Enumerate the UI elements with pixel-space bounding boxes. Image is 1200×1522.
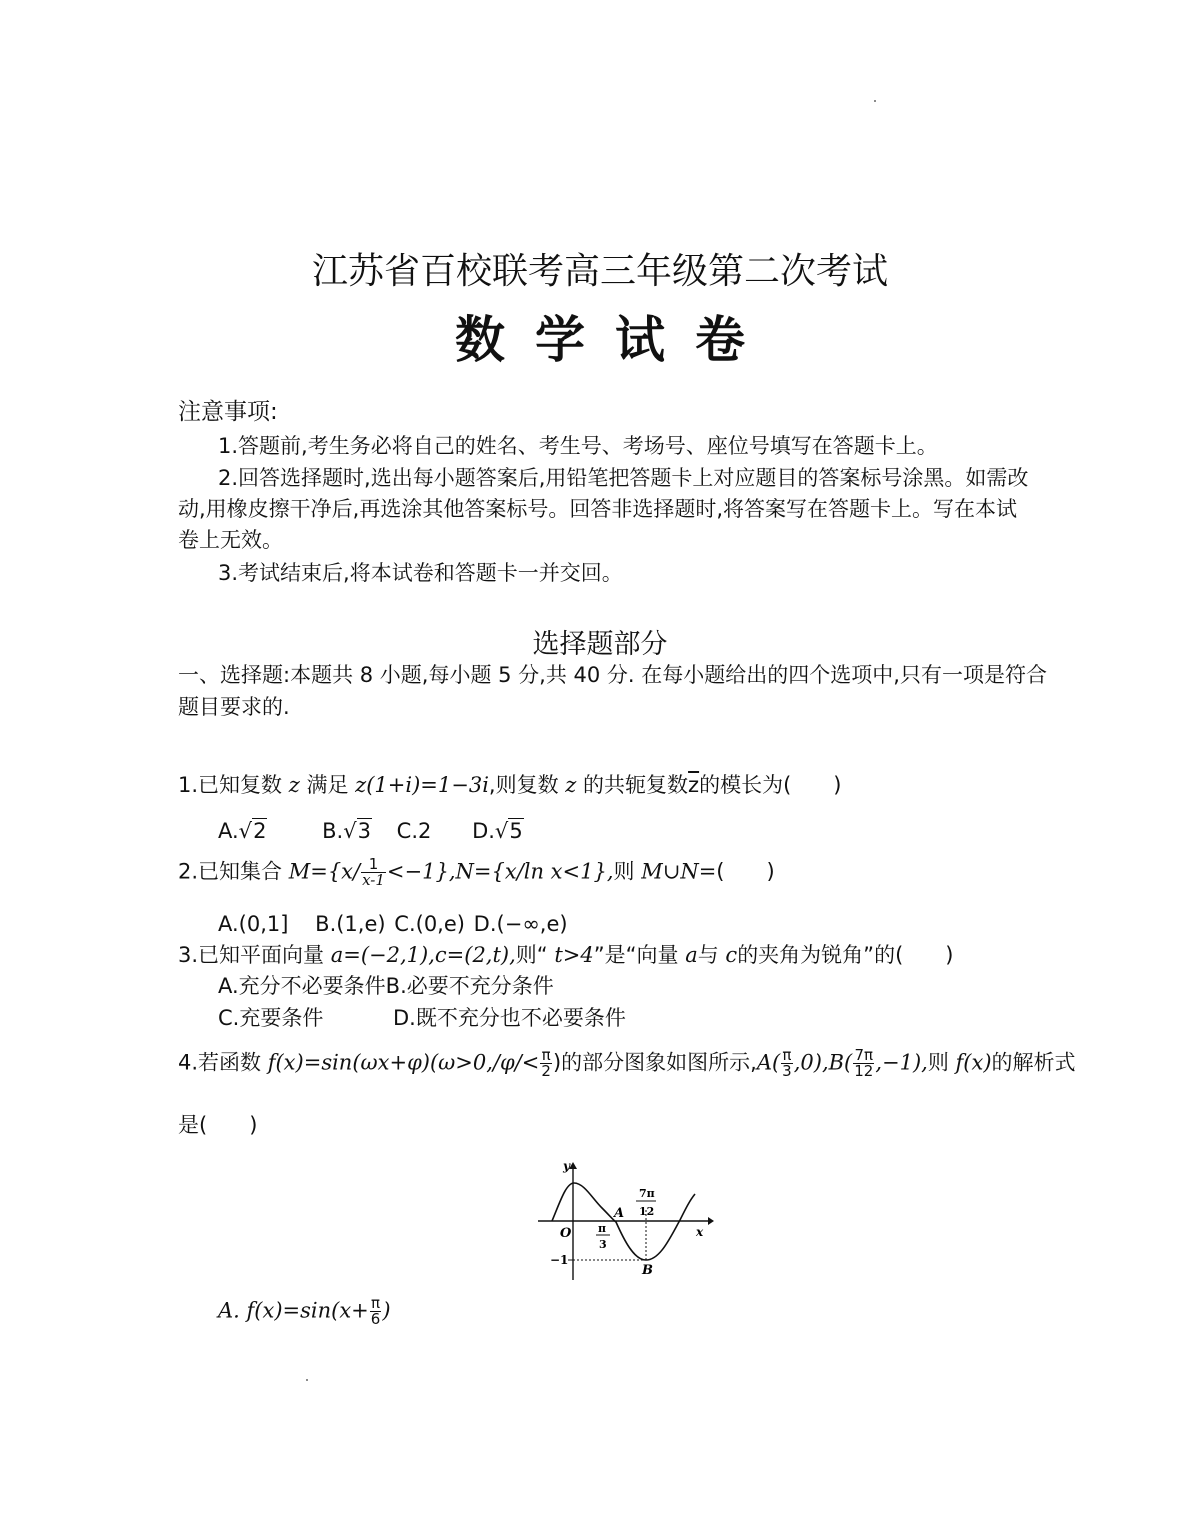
question-2-stem — [178, 857, 775, 888]
q1-option-d: D.√5 — [472, 819, 523, 843]
section-instruction-line-2: 题目要求的. — [178, 695, 290, 719]
q2-option-a: A.(0,1] — [218, 912, 289, 936]
scan-speck — [306, 1379, 308, 1381]
q4-fraction-7pi-12-num: 7π — [854, 1046, 874, 1064]
question-2-options — [218, 910, 568, 938]
q1-zbar: $\overline{z}$ — [688, 773, 700, 797]
x-axis-arrow — [708, 1217, 714, 1225]
question-4-stem — [178, 1048, 1076, 1079]
q4-fraction-pi-3-num: π — [782, 1046, 792, 1064]
q1-option-d-label: D. — [472, 819, 495, 843]
q1-var-z: z — [288, 773, 300, 797]
q3-text-b: 则“ — [515, 943, 548, 967]
q3-vector-c: c=(2,t), — [434, 943, 516, 967]
question-4-stem-line-2: 是( ) — [178, 1113, 258, 1137]
q4-fraction-pi-3-den: 3 — [782, 1062, 792, 1080]
q1-option-c: C.2 — [396, 819, 432, 843]
q4-text-d: 的解析式 — [991, 1050, 1076, 1075]
q3-var-c: c — [725, 943, 738, 967]
q2-option-d: D.(−∞,e) — [473, 912, 568, 936]
section-instruction-line-1: 一、选择题:本题共 8 小题,每小题 5 分,共 40 分. 在每小题给出的四个选项中,只有一项是符合 — [178, 663, 1047, 687]
q4-text-c: 则 — [927, 1050, 956, 1075]
q1-text-e: 的模长为( ) — [699, 773, 842, 797]
q4-fraction-pi-3 — [781, 1048, 793, 1079]
question-1-stem — [178, 771, 841, 799]
q4-fraction-pi-2 — [540, 1048, 552, 1079]
q1-option-b-label: B. — [322, 819, 344, 843]
q2-option-b: B.(1,e) — [315, 912, 386, 936]
q4-fraction-7pi-12-den: 12 — [854, 1062, 874, 1080]
q4-fraction-pi-2-den: 2 — [541, 1062, 551, 1080]
notes-heading: 注意事项: — [178, 399, 278, 425]
question-3-options-row-2 — [218, 1004, 323, 1032]
q4-fraction-7pi-12 — [853, 1048, 874, 1079]
q3-var-a: a — [685, 943, 698, 967]
q3-text-d: 与 — [697, 943, 726, 967]
q4-point-a: A( — [756, 1050, 781, 1075]
q1-text-c: ,则复数 — [488, 773, 566, 797]
q1-option-d-value: 5 — [509, 819, 523, 843]
neg1-label: −1 — [550, 1253, 569, 1267]
y-axis-label: y — [563, 1159, 570, 1173]
section-title: 选择题部分 — [532, 629, 668, 660]
q2-set-m-end: <−1}, — [386, 859, 456, 884]
q3-option-b: B.必要不充分条件 — [385, 974, 554, 998]
question-1-options — [218, 817, 524, 845]
q1-text-b: 满足 — [299, 773, 356, 797]
q2-fraction-den: x-1 — [362, 871, 385, 889]
exam-subtitle: 数学试卷 — [455, 311, 775, 369]
exam-title: 江苏省百校联考高三年级第二次考试 — [311, 251, 888, 292]
q2-fraction — [361, 857, 386, 888]
q4-fraction-pi-2-num: π — [541, 1046, 551, 1064]
q4-point-b-end: ,−1), — [875, 1050, 928, 1075]
x-axis-label: x — [696, 1225, 704, 1239]
q1-option-b-value: 3 — [357, 819, 371, 843]
q2-union: M∪N= — [641, 859, 717, 884]
q4-point-a-end: ,0), — [793, 1050, 829, 1075]
note-item-2-line-2: 动,用橡皮擦干净后,再选涂其他答案标号。回答非选择题时,将答案写在答题卡上。写在本试 — [178, 497, 1018, 521]
q3-condition: t>4 — [547, 943, 594, 967]
q2-text-c: ( ) — [716, 859, 775, 884]
q2-option-c: C.(0,e) — [394, 912, 465, 936]
question-3-stem — [178, 941, 953, 969]
question-3-options-row-1 — [218, 972, 554, 1000]
q4-fx: f(x) — [955, 1050, 992, 1075]
note-item-1: 1.答题前,考生务必将自己的姓名、考生号、考场号、座位号填写在答题卡上。 — [218, 434, 938, 458]
q1-text-a: 1.已知复数 — [178, 773, 289, 797]
q4-option-a-fraction — [370, 1296, 382, 1327]
q4-option-a-fraction-num: π — [371, 1294, 381, 1312]
q4-text-b: )的部分图象如图所示, — [552, 1050, 757, 1075]
q1-option-b: B.√3 — [322, 819, 371, 843]
q3-text-c: ”是“向量 — [593, 943, 686, 967]
pi712-den-label: 12 — [639, 1205, 655, 1218]
q2-fraction-num: 1 — [361, 857, 386, 873]
q3-text-a: 3.已知平面向量 — [178, 943, 331, 967]
q4-option-a-fraction-den: 6 — [370, 1310, 381, 1328]
note-item-3: 3.考试结束后,将本试卷和答题卡一并交回。 — [218, 561, 623, 585]
q4-option-a — [218, 1296, 391, 1327]
q1-option-a: A.√2 — [218, 819, 267, 843]
pi3-den-label: 3 — [599, 1238, 607, 1251]
q2-text-b: 则 — [613, 859, 642, 884]
q3-option-d: D.既不充分也不必要条件 — [393, 1006, 626, 1030]
q4-option-a-end: ) — [382, 1298, 391, 1323]
q4-function: f(x)=sin(ωx+φ)(ω>0,/φ/< — [267, 1050, 540, 1075]
note-item-2-line-3: 卷上无效。 — [178, 528, 283, 552]
y-axis-arrow — [569, 1162, 577, 1169]
q3-option-c: C.充要条件 — [218, 1006, 324, 1030]
q2-set-m: M={x/ — [288, 859, 361, 884]
origin-label: O — [560, 1226, 572, 1241]
q1-equation: z(1+i)=1−3i — [355, 773, 489, 797]
q4-text-a: 4.若函数 — [178, 1050, 268, 1075]
pi3-num-label: π — [598, 1222, 607, 1235]
q3-vector-a: a=(−2,1), — [330, 943, 435, 967]
note-item-2-line-1: 2.回答选择题时,选出每小题答案后,用铅笔把答题卡上对应题目的答案标号涂黑。如需改 — [218, 466, 1029, 490]
q2-set-n: N={x/ln x<1}, — [455, 859, 614, 884]
q4-option-a-text: A. f(x)=sin(x+ — [218, 1298, 369, 1323]
pi712-num-label: 7π — [639, 1187, 655, 1200]
q1-var-z-2: z — [565, 773, 577, 797]
q2-text-a: 2.已知集合 — [178, 859, 289, 884]
q4-point-b: B( — [828, 1050, 853, 1075]
q3-text-e: 的夹角为锐角”的( ) — [737, 943, 954, 967]
scan-speck — [874, 100, 876, 102]
sine-graph — [530, 1150, 720, 1290]
q1-option-a-label: A. — [218, 819, 239, 843]
q1-text-d: 的共轭复数 — [576, 773, 689, 797]
q1-option-a-value: 2 — [253, 819, 267, 843]
point-b-label: B — [642, 1263, 653, 1278]
point-a-label: A — [614, 1206, 625, 1221]
q3-option-a: A.充分不必要条件 — [218, 974, 386, 998]
